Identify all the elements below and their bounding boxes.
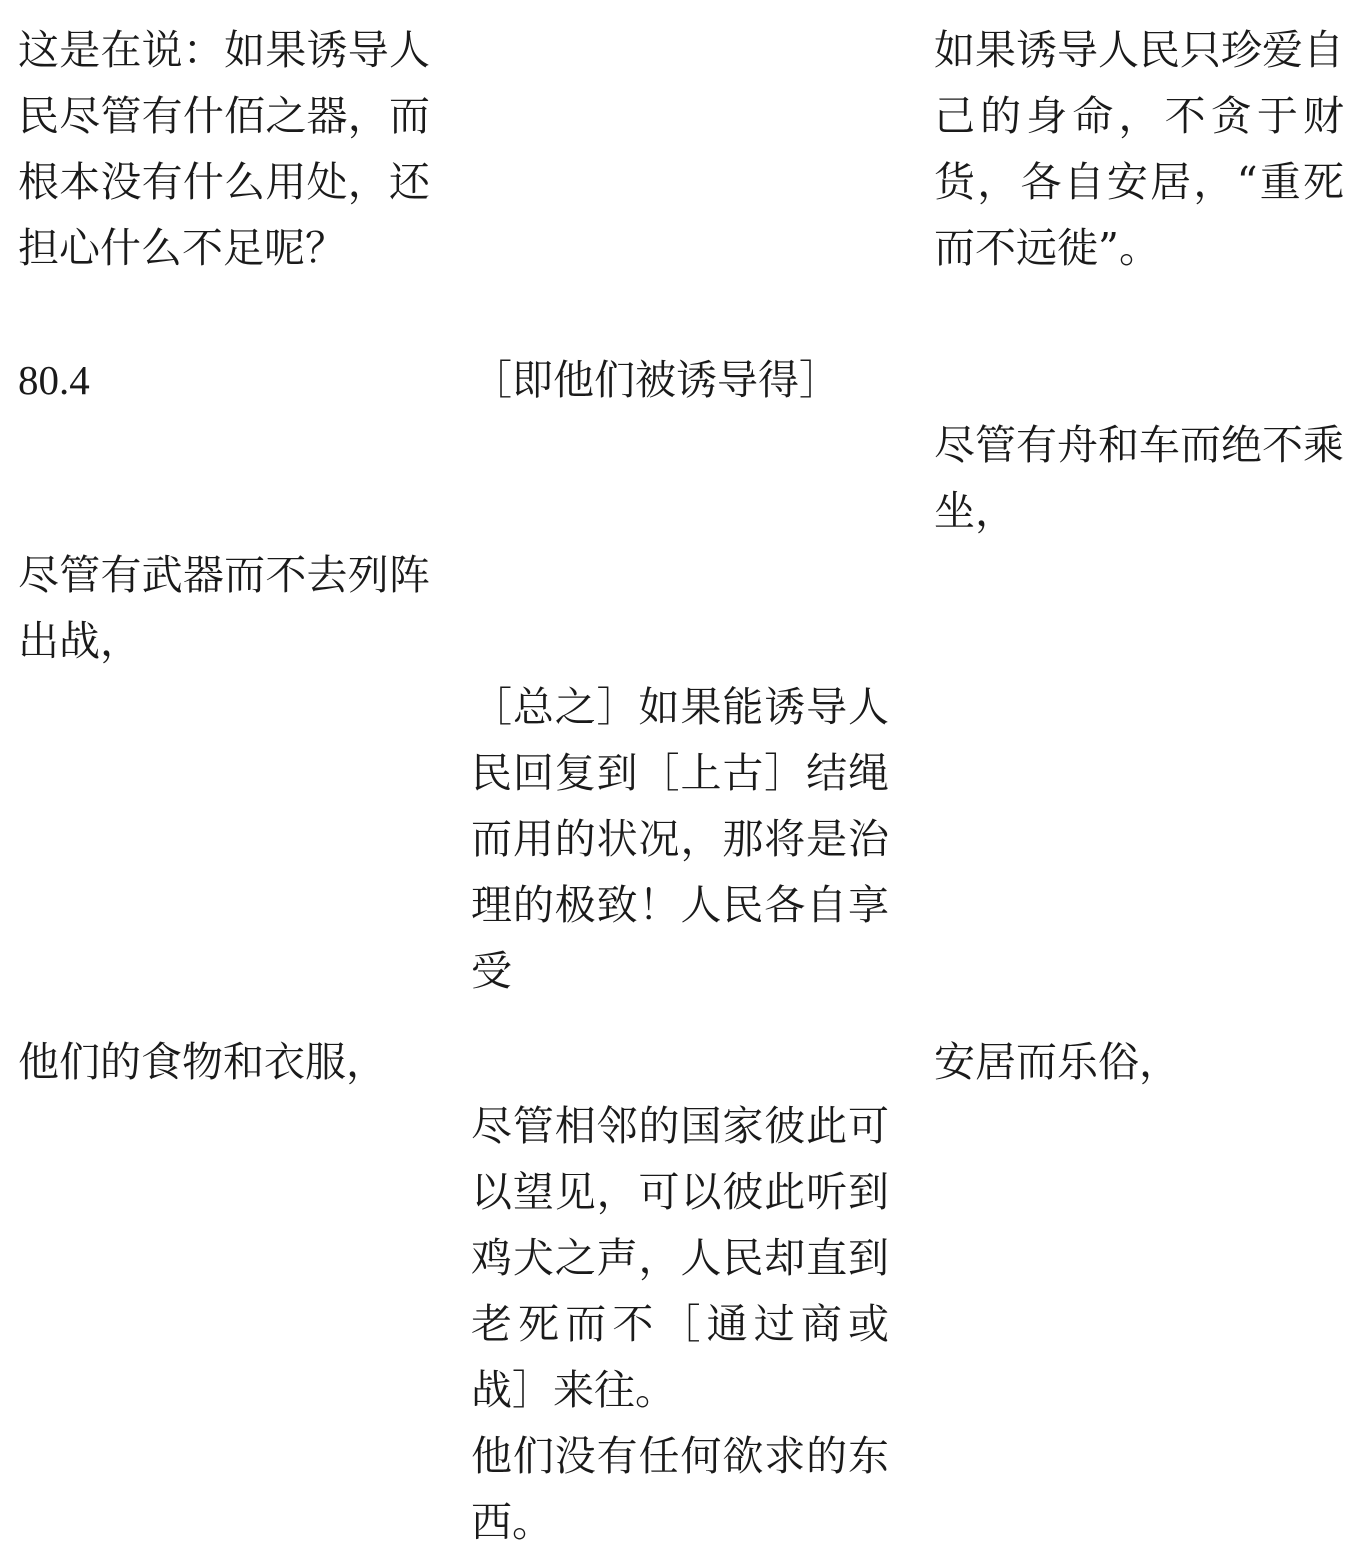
middle-paragraph-knotted-cords: ［总之］如果能诱导人民回复到［上古］结绳而用的状况，那将是治理的极致！人民各自享受 (471, 683, 889, 995)
middle-paragraph-neighbors: 尽管相邻的国家彼此可以望见，可以彼此听到鸡犬之声，人民却直到老死而不［通过商或战］来往。 (471, 1102, 889, 1414)
left-paragraph-intro: 这是在说：如果诱导人民尽管有什佰之器，而根本没有什么用处，还担心什么不足呢？ (18, 26, 430, 272)
right-paragraph-boats-carts: 尽管有舟和车而绝不乘坐， (934, 421, 1344, 535)
left-paragraph-food-clothes: 他们的食物和衣服， (18, 1038, 387, 1086)
middle-paragraph-bracket-note: ［即他们被诱导得］ (471, 356, 840, 404)
right-paragraph-content-customs: 安居而乐俗， (934, 1038, 1180, 1086)
left-paragraph-weapons: 尽管有武器而不去列阵出战， (18, 551, 430, 665)
middle-paragraph-no-desires: 他们没有任何欲求的东西。 (471, 1432, 889, 1546)
section-number: 80.4 (18, 357, 90, 403)
right-paragraph-cherish-life: 如果诱导人民只珍爱自己的身命，不贪于财货，各自安居，“重死而不远徙”。 (934, 26, 1344, 272)
